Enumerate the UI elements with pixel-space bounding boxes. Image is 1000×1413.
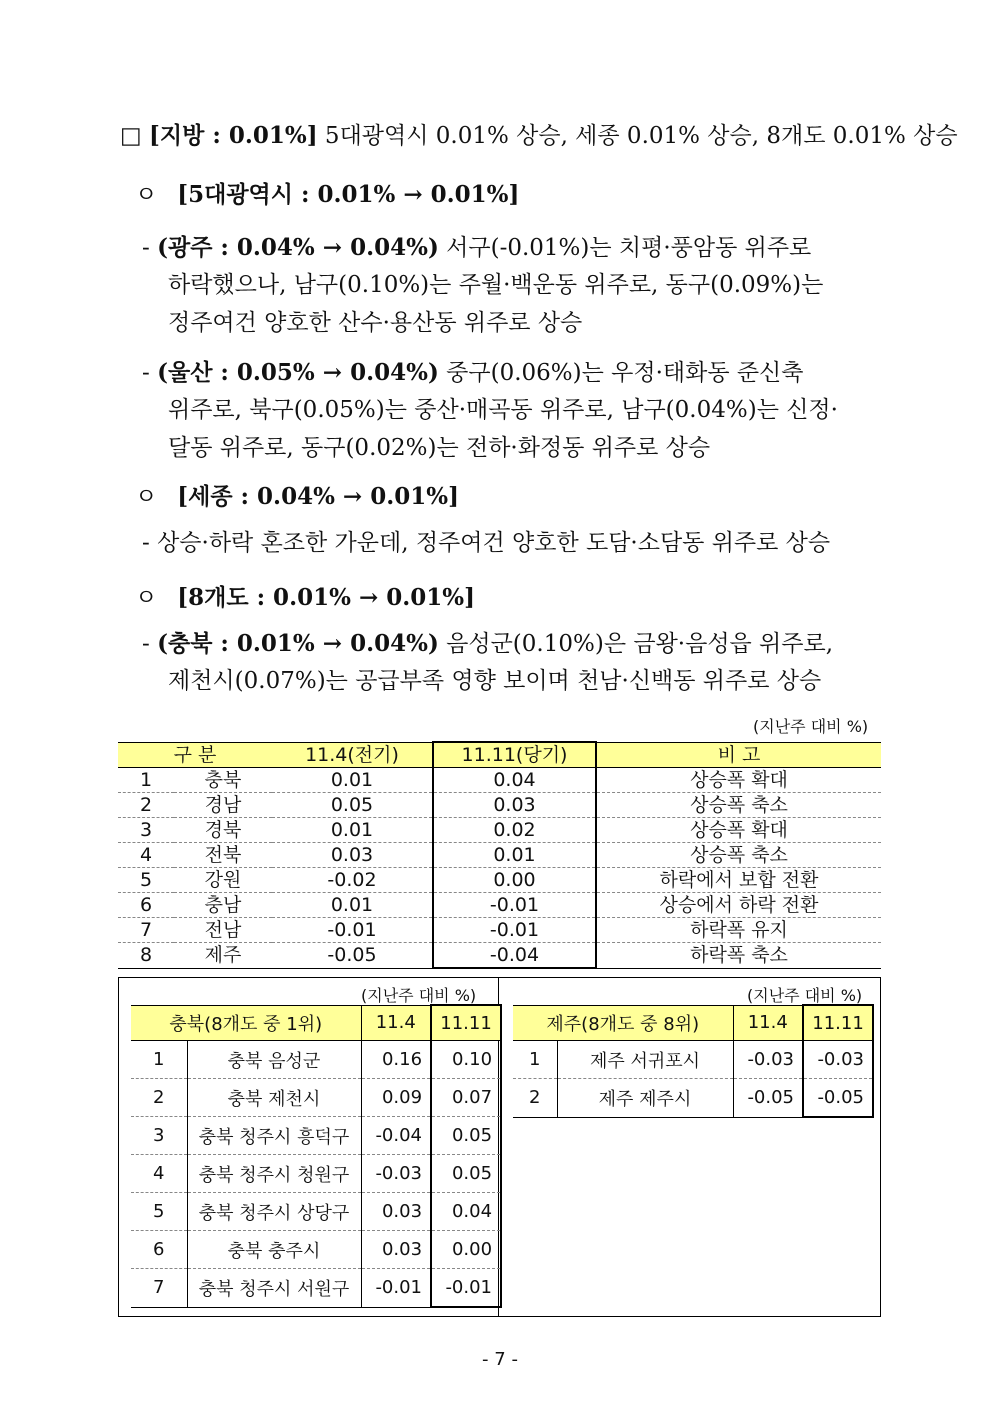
province-table [118, 741, 881, 969]
table-row: 1 충북 0.01 0.04 상승폭 확대 [118, 768, 881, 793]
bullet-icon: ㅇ [135, 585, 158, 611]
jeju-table [513, 1004, 874, 1118]
gwangju-line-1: - (광주 : 0.04% → 0.04%) 서구(-0.01%)는 치평·풍암동 위주로 [142, 234, 812, 261]
table-row: 7 전남 -0.01 -0.01 하락폭 유지 [118, 918, 881, 943]
chungbuk-table [131, 1004, 502, 1308]
bullet-icon: ㅇ [135, 484, 158, 510]
chungbuk-line-1: - (충북 : 0.01% → 0.04%) 음성군(0.10%)은 금왕·음성읍 위주로, [142, 630, 834, 657]
table-row: 3 충북 청주시 흥덕구 -0.04 0.05 [131, 1117, 501, 1155]
gwangju-label: (광주 : 0.04% → 0.04%) [157, 234, 439, 261]
ulsan-line-2: 위주로, 북구(0.05%)는 중산·매곡동 위주로, 남구(0.04%)는 신정· [168, 397, 838, 423]
heading-bracket: [지방 : 0.01%] [149, 122, 318, 149]
table-row: 6 충남 0.01 -0.01 상승에서 하락 전환 [118, 893, 881, 918]
gwangju-line-2: 하락했으나, 남구(0.10%)는 주월·백운동 위주로, 동구(0.09%)는 [168, 272, 824, 298]
ulsan-label: (울산 : 0.05% → 0.04%) [157, 359, 439, 386]
chungbuk-label: (충북 : 0.01% → 0.04%) [157, 630, 439, 657]
table-row: 4 충북 청주시 청원구 -0.03 0.05 [131, 1155, 501, 1193]
table-row: 5 충북 청주시 상당구 0.03 0.04 [131, 1193, 501, 1231]
sejong-title: ㅇ [세종 : 0.04% → 0.01%] [135, 483, 459, 510]
jeju-table-unit: (지난주 대비 %) [747, 986, 863, 1005]
chungbuk-line-2: 제천시(0.07%)는 공급부족 영향 보이며 천남·신백동 위주로 상승 [168, 668, 822, 694]
table-row: 2 충북 제천시 0.09 0.07 [131, 1079, 501, 1117]
bullet-icon: ㅇ [135, 182, 158, 208]
table-row: 7 충북 청주시 서원구 -0.01 -0.01 [131, 1269, 501, 1308]
table-row: 2 제주 제주시 -0.05 -0.05 [513, 1079, 873, 1118]
header-current: 11.11(당기) [433, 742, 596, 768]
ulsan-line-1: - (울산 : 0.05% → 0.04%) 중구(0.06%)는 우정·태화동 준신축 [142, 359, 804, 386]
table-header-row [118, 742, 881, 768]
ulsan-line-3: 달동 위주로, 동구(0.02%)는 전하·화정동 위주로 상승 [168, 435, 711, 461]
table-row: 4 전북 0.03 0.01 상승폭 축소 [118, 843, 881, 868]
table-row: 1 충북 음성군 0.16 0.10 [131, 1041, 501, 1079]
header-prev: 11.4(전기) [272, 742, 433, 768]
table-row: 2 경남 0.05 0.03 상승폭 축소 [118, 793, 881, 818]
checkbox-icon: □ [120, 123, 142, 149]
section-heading [120, 117, 958, 150]
table-row: 1 제주 서귀포시 -0.03 -0.03 [513, 1041, 873, 1079]
table-header-row: 충북(8개도 중 1위) 11.4 11.11 [131, 1005, 501, 1041]
gwangju-line-3: 정주여건 양호한 산수·용산동 위주로 상승 [168, 310, 583, 336]
page-number: - 7 - [482, 1349, 518, 1370]
table-row: 6 충북 충주시 0.03 0.00 [131, 1231, 501, 1269]
table-row: 8 제주 -0.05 -0.04 하락폭 축소 [118, 943, 881, 969]
regional-detail-box [118, 977, 881, 1317]
provinces-title: ㅇ [8개도 : 0.01% → 0.01%] [135, 584, 475, 611]
sejong-line-1: - 상승·하락 혼조한 가운데, 정주여건 양호한 도담·소담동 위주로 상승 [142, 530, 831, 556]
header-category: 구 분 [118, 742, 272, 768]
table-row: 3 경북 0.01 0.02 상승폭 확대 [118, 818, 881, 843]
header-note: 비 고 [596, 742, 881, 768]
main-table-unit: (지난주 대비 %) [753, 717, 869, 736]
chungbuk-table-unit: (지난주 대비 %) [361, 986, 477, 1005]
heading-text: 5대광역시 0.01% 상승, 세종 0.01% 상승, 8개도 0.01% 상승 [317, 123, 958, 149]
metro-title: ㅇ [5대광역시 : 0.01% → 0.01%] [135, 181, 520, 208]
table-row: 5 강원 -0.02 0.00 하락에서 보합 전환 [118, 868, 881, 893]
table-header-row: 제주(8개도 중 8위) 11.4 11.11 [513, 1005, 873, 1041]
